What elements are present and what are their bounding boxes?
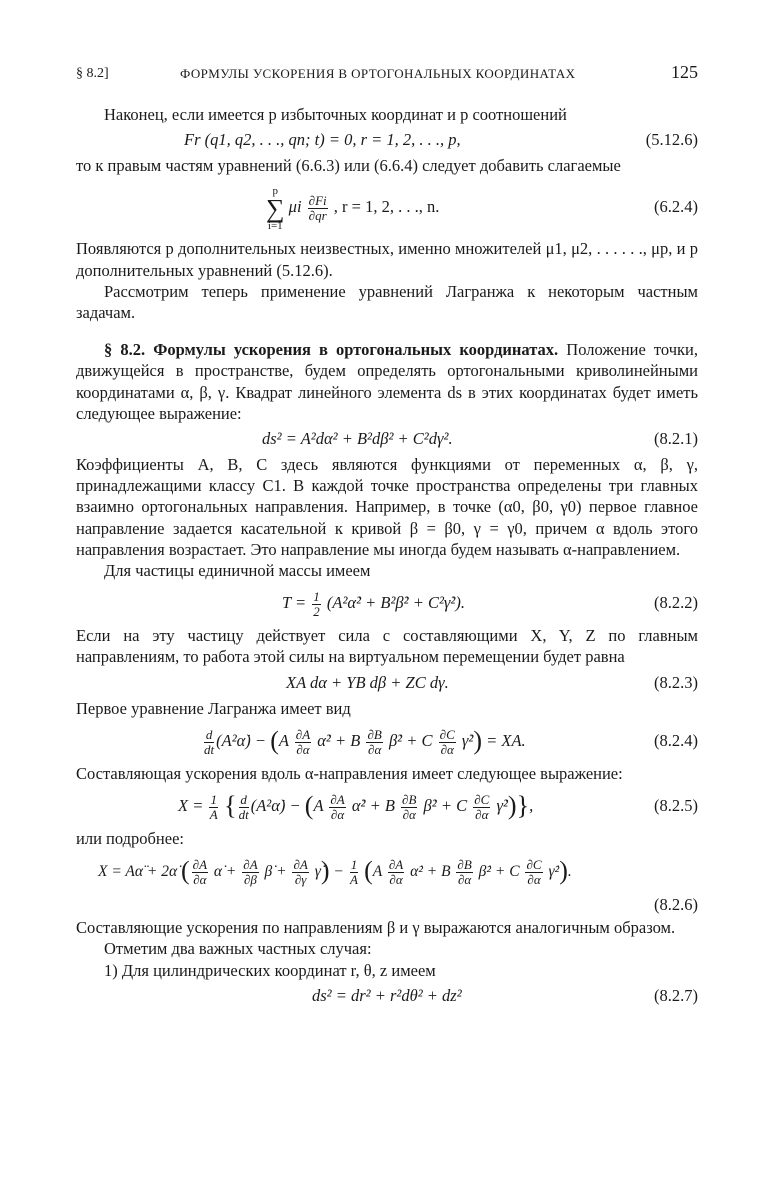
equation-6-2-4: p ∑ i=1 μi $\frac{\partial Fi}{\partial qr}$ , r = 1, 2, . . ., n. (6.2.4)	[76, 176, 698, 238]
paragraph-1: Наконец, если имеется p избыточных координат и p соотношений	[104, 105, 567, 124]
equation-8-2-2: T = $\frac{1}{2}$ (A²α̇² + B²β̇² + C²γ̇²). (8.2.2)	[76, 581, 698, 625]
equation-number: (8.2.3)	[654, 672, 698, 692]
paragraph-12: Составляющие ускорения по направлениям β и γ выражаются аналогичным образом.	[76, 918, 676, 938]
paragraph-7: Для частицы единичной массы имеем	[104, 561, 371, 581]
equation-expr: Fr (q1, q2, . . ., qn; t) = 0, r = 1, 2, . . ., p,	[184, 130, 461, 150]
equation-number: (5.12.6)	[645, 130, 698, 150]
paragraph-6: Коэффициенты A, B, C здесь являются функциями от переменных α, β, γ, принадлежащими классу C1. В каждой точке пространства определены три главных взаимно ортогональных направления. Например, в точке (α0, β0, γ0) первое главное направление задается касательной к кривой β = β0, γ = γ0, причем α вдоль этого направления возрастает. Это направление мы иногда будем называть α-направлением.	[76, 455, 698, 559]
equation-5-12-6	[76, 125, 698, 155]
paragraph-2: то к правым частям уравнений (6.6.3) или (6.6.4) следует добавить слагаемые	[76, 156, 621, 176]
fraction: $\frac{1}{2}$	[313, 588, 320, 619]
paragraph-13: Отметим два важных частных случая:	[104, 939, 372, 959]
page-number: 125	[671, 62, 698, 82]
equation-expr: ds² = A²dα² + B²dβ² + C²dγ².	[262, 429, 453, 449]
header-title: ФОРМУЛЫ УСКОРЕНИЯ В ОРТОГОНАЛЬНЫХ КООРДИНАТАХ	[180, 66, 576, 81]
equation-8-2-6: X = Aα̈ + 2α̇ ( $\frac{\partial A}{\partial\alpha}$ α̇ + $\frac{\partial A}{\partial\beta}$ β̇ + $\frac{\partial A}{\partial\gamma}$ γ̇) − $\frac{1}{A}$ (A $\frac{\partial A}{\partial\alpha}$ α̇² + B $\frac{\partial B}{\partial\alpha}$ β̇² + C $\frac{\partial C}{\partial\alpha}$ γ̇²).	[98, 856, 572, 888]
paragraph-4: Рассмотрим теперь применение уравнений Лагранжа к некоторым частным задачам.	[76, 281, 698, 323]
paragraph-8: Если на эту частицу действует сила с составляющими X, Y, Z по главным направлениям, то работа этой силы на виртуальном перемещении будет равна	[76, 626, 698, 667]
equation-8-2-1	[76, 424, 698, 454]
paragraph-3: Появляются p дополнительных неизвестных, именно множителей μ1, μ2, . . . . . ., μp, и p дополнительных уравнений (5.12.6).	[76, 239, 698, 280]
page	[76, 62, 698, 1011]
equation-expr: ds² = dr² + r²dθ² + dz²	[312, 985, 462, 1005]
equation-number: (8.2.5)	[654, 796, 698, 816]
sum-symbol: p ∑ i=1	[266, 184, 285, 232]
equation-number: (8.2.2)	[654, 593, 698, 613]
paragraph-11: или подробнее:	[76, 829, 184, 849]
equation-number: (8.2.6)	[654, 895, 698, 915]
equation-number: (8.2.7)	[654, 985, 698, 1005]
paragraph-14: 1) Для цилиндрических координат r, θ, z имеем	[104, 960, 436, 980]
header-section: § 8.2]	[76, 66, 109, 81]
running-header	[76, 62, 698, 88]
equation-number: (6.2.4)	[654, 197, 698, 217]
equation-number: (8.2.1)	[654, 429, 698, 449]
equation-8-2-3	[76, 668, 698, 698]
equation-8-2-6-number-row	[76, 893, 698, 917]
equation-number: (8.2.4)	[654, 730, 698, 750]
section-title: § 8.2. Формулы ускорения в ортогональных координатах.	[104, 340, 559, 360]
equation-8-2-4: $\frac{d}{dt}$ (A²α̇) − (A $\frac{\partial A}{\partial\alpha}$ α̇² + B $\frac{\partial B}{\partial\alpha}$ β̇² + C $\frac{\partial C}{\partial\alpha}$ γ̇²) = XA. (8.2.4)	[76, 719, 698, 763]
equation-8-2-7	[76, 981, 698, 1011]
paragraph-9: Первое уравнение Лагранжа имеет вид	[76, 698, 351, 718]
equation-expr: XA dα + YB dβ + ZC dγ.	[286, 672, 449, 692]
section-paragraph: § 8.2. Формулы ускорения в ортогональных координатах. Положение точки, движущейся в пространстве, будем определять ортогональными криволинейными координатами α, β, γ. Квадрат линейного элемента ds в этих координатах будет иметь следующее выражение:	[76, 340, 698, 423]
fraction: $\frac{\partial Fi}{\partial qr}$	[308, 193, 327, 224]
equation-8-2-5: X = $\frac{1}{A}$ { $\frac{d}{dt}$ (A²α̇) − (A $\frac{\partial A}{\partial\alpha}$ α̇² + B $\frac{\partial B}{\partial\alpha}$ β̇² + C $\frac{\partial C}{\partial\alpha}$ γ̇²)}, (8.2.5)	[76, 784, 698, 828]
paragraph-10: Составляющая ускорения вдоль α-направления имеет следующее выражение:	[76, 763, 623, 783]
